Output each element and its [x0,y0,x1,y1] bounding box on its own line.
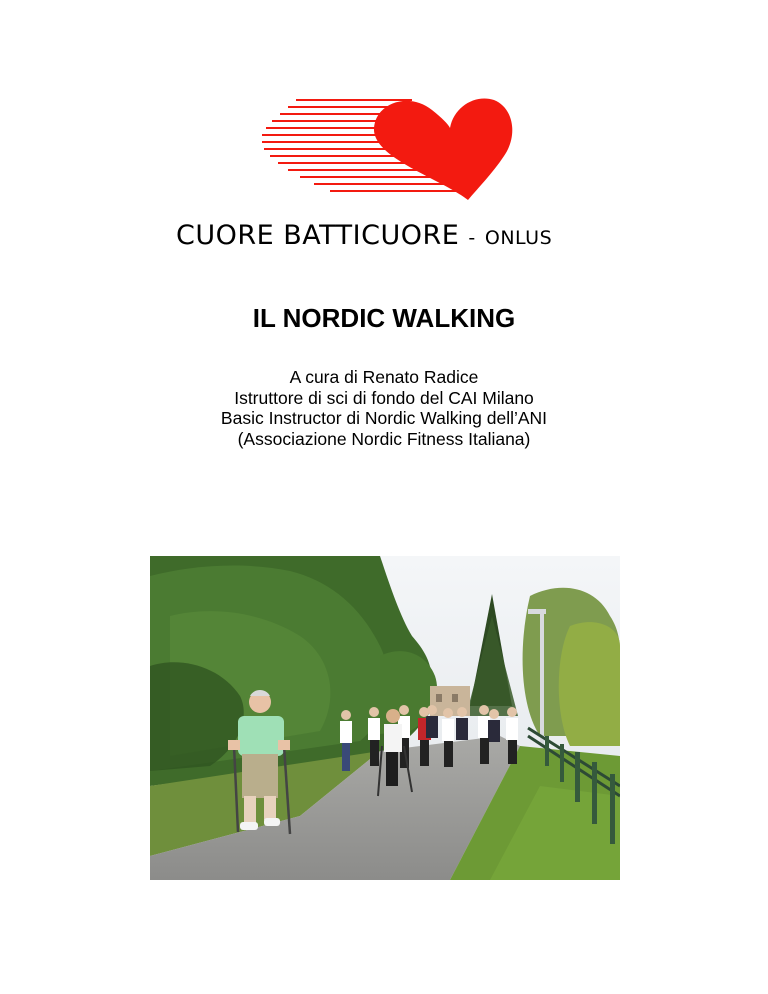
credit-line: Basic Instructor di Nordic Walking dell’ANI [220,408,548,428]
credit-line: A cura di Renato Radice [289,367,479,387]
logo-suffix: ONLUS [484,227,553,249]
speeding-heart-icon [262,94,514,202]
nordic-walking-group-photo [150,556,620,880]
logo-wordmark [176,220,590,251]
logo-separator: - [468,227,476,249]
credit-line: (Associazione Nordic Fitness Italiana) [237,428,531,449]
credit-line: Istruttore di sci di fondo del CAI Milano [234,387,534,408]
document-title: IL NORDIC WALKING [252,303,516,333]
author-credits [0,367,768,449]
logo-name: CUORE BATTICUORE [176,220,460,251]
cuore-batticuore-logo [176,82,590,264]
